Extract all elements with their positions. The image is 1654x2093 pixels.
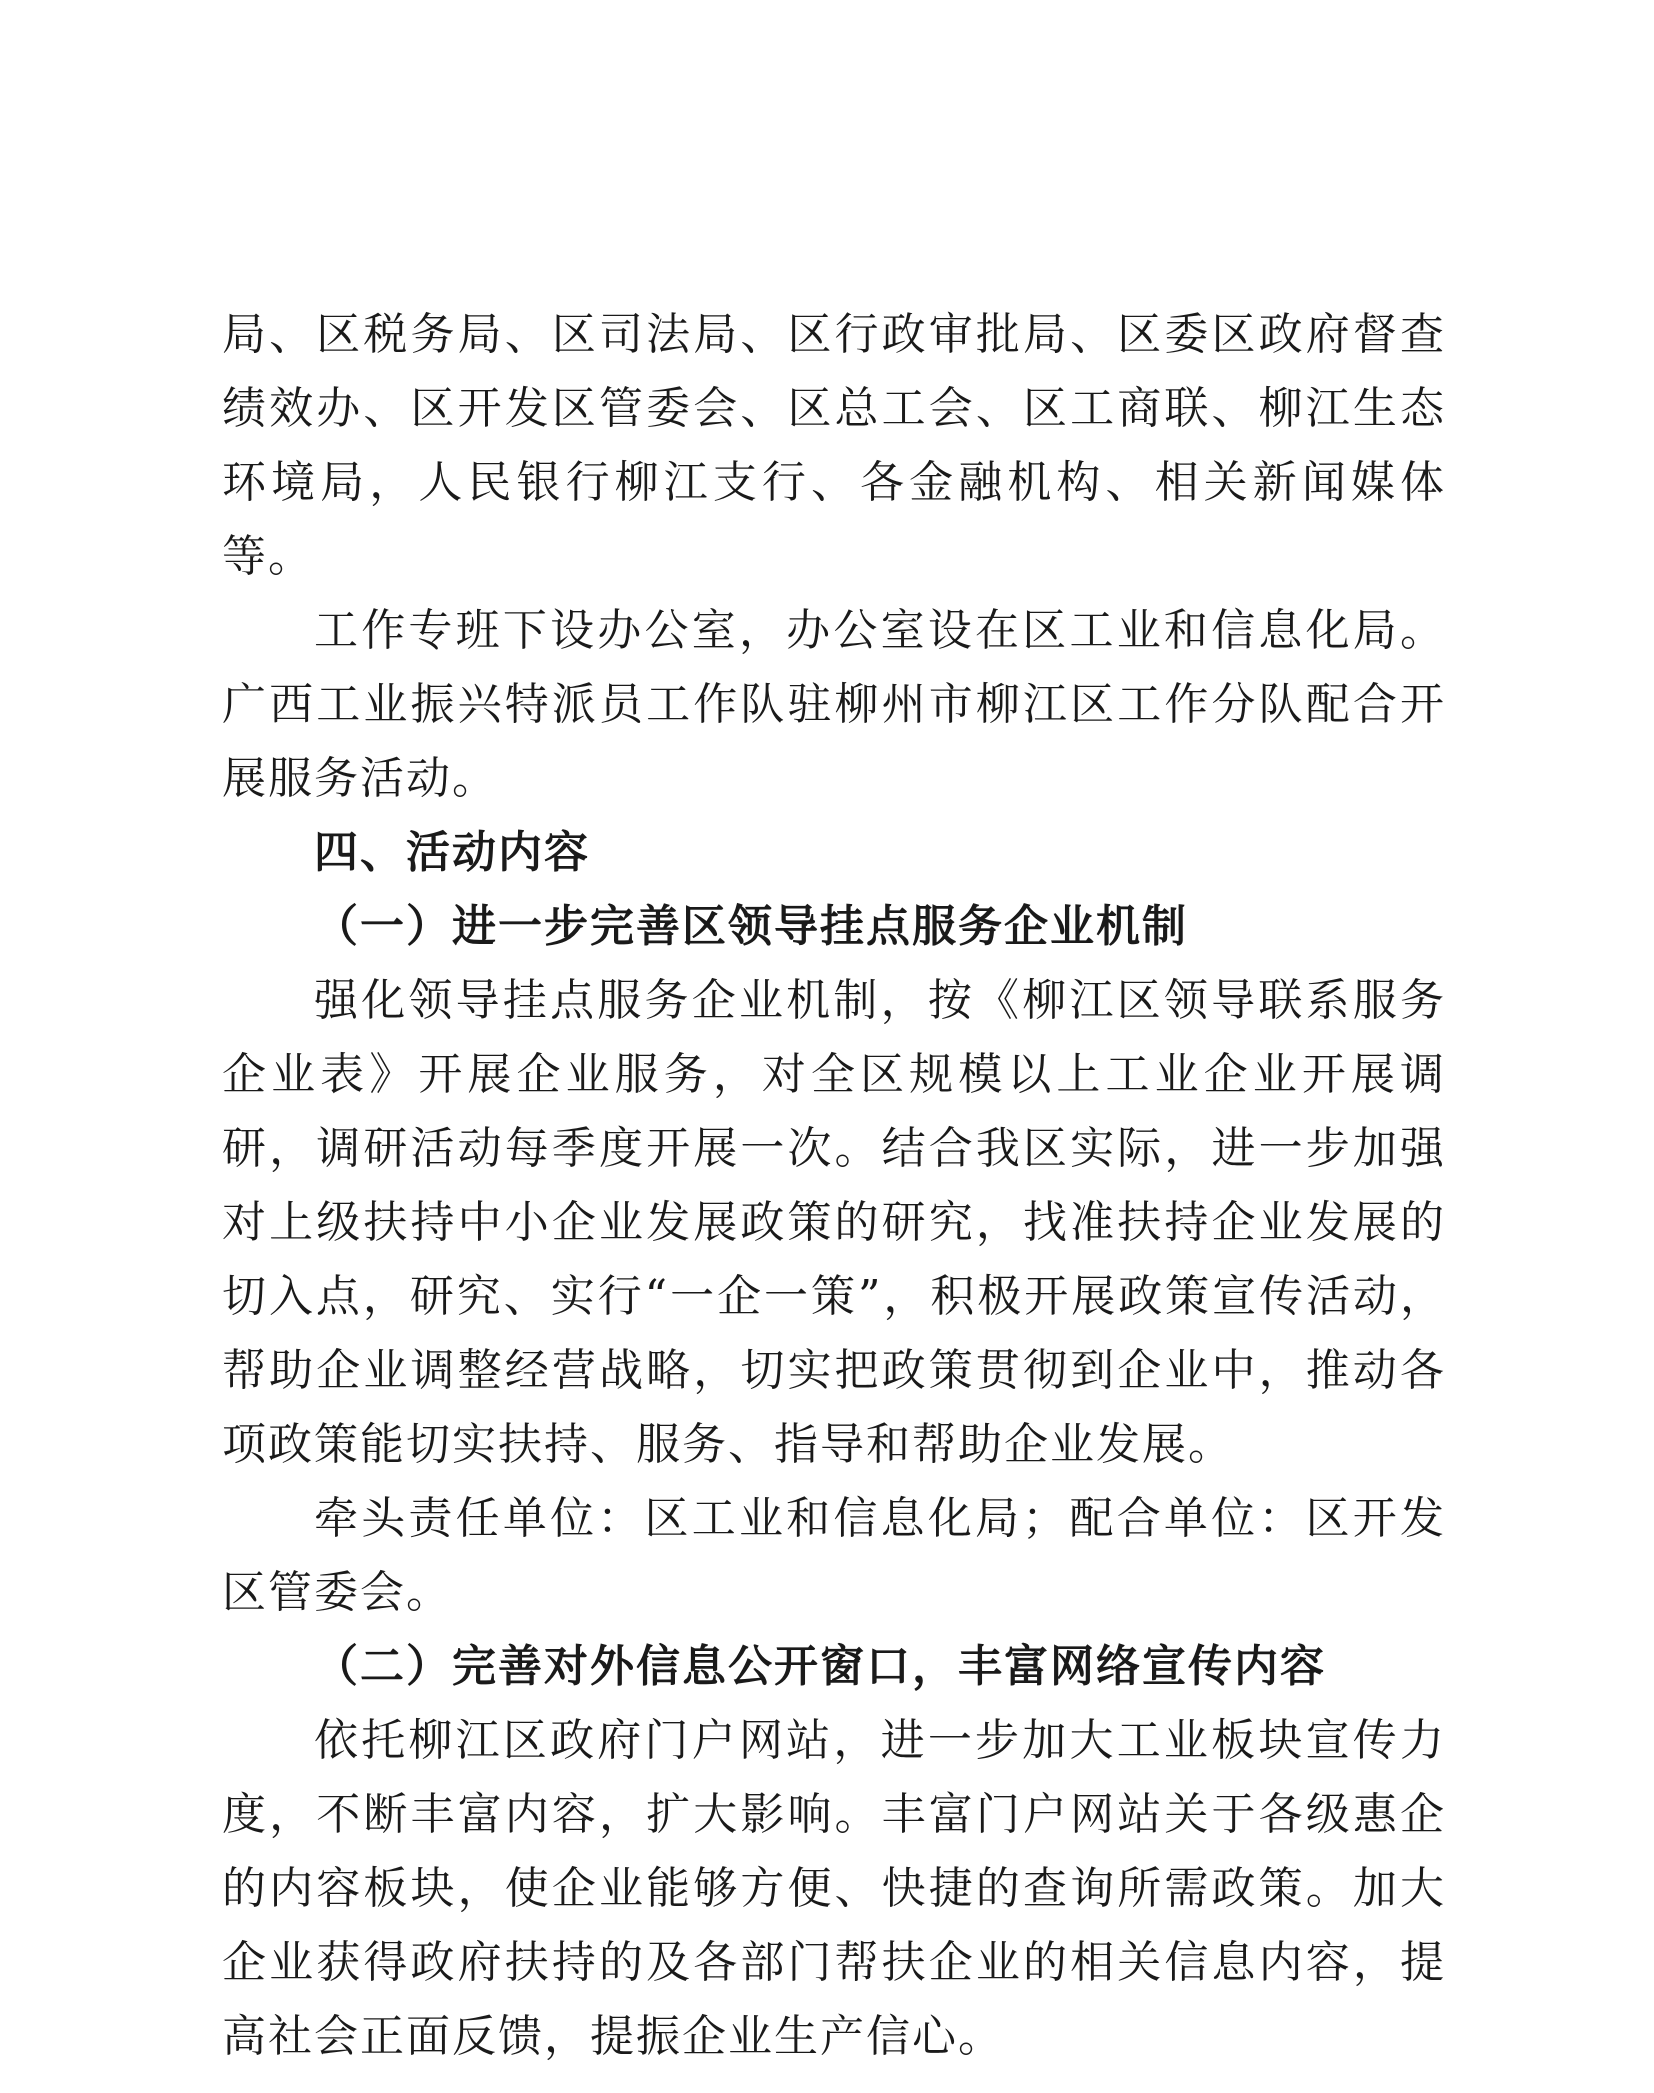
subsection-heading-2: （二）完善对外信息公开窗口，丰富网络宣传内容 xyxy=(314,1641,1326,1692)
paragraph-responsible-units: 牵头责任单位：区工业和信息化局；配合单位：区开发区管委会。 xyxy=(222,1493,1446,1618)
paragraph-participating-units: 局、区税务局、区司法局、区行政审批局、区委区政府督查绩效办、区开发区管委会、区总工会、区工商联、柳江生态环境局，人民银行柳江支行、各金融机构、相关新闻媒体等。 xyxy=(222,309,1446,582)
paragraph-leadership-mechanism: 强化领导挂点服务企业机制，按《柳江区领导联系服务企业表》开展企业服务，对全区规模以上工业企业开展调研，调研活动每季度开展一次。结合我区实际，进一步加强对上级扶持中小企业发展政策的研究，找准扶持企业发展的切入点，研究、实行“一企一策”，积极开展政策宣传活动，帮助企业调整经营战略，切实把政策贯彻到企业中，推动各项政策能切实扶持、服务、指导和帮助企业发展。 xyxy=(222,975,1446,1470)
subsection-heading-1: （一）进一步完善区领导挂点服务企业机制 xyxy=(314,901,1188,952)
document-body xyxy=(222,298,1446,2074)
section-heading-activity-content: 四、活动内容 xyxy=(314,827,590,878)
paragraph-online-publicity: 依托柳江区政府门户网站，进一步加大工业板块宣传力度，不断丰富内容，扩大影响。丰富门户网站关于各级惠企的内容板块，使企业能够方便、快捷的查询所需政策。加大企业获得政府扶持的及各部门帮扶企业的相关信息内容，提高社会正面反馈，提振企业生产信心。 xyxy=(222,1715,1446,2062)
paragraph-office-setup: 工作专班下设办公室，办公室设在区工业和信息化局。广西工业振兴特派员工作队驻柳州市柳江区工作分队配合开展服务活动。 xyxy=(222,605,1446,804)
